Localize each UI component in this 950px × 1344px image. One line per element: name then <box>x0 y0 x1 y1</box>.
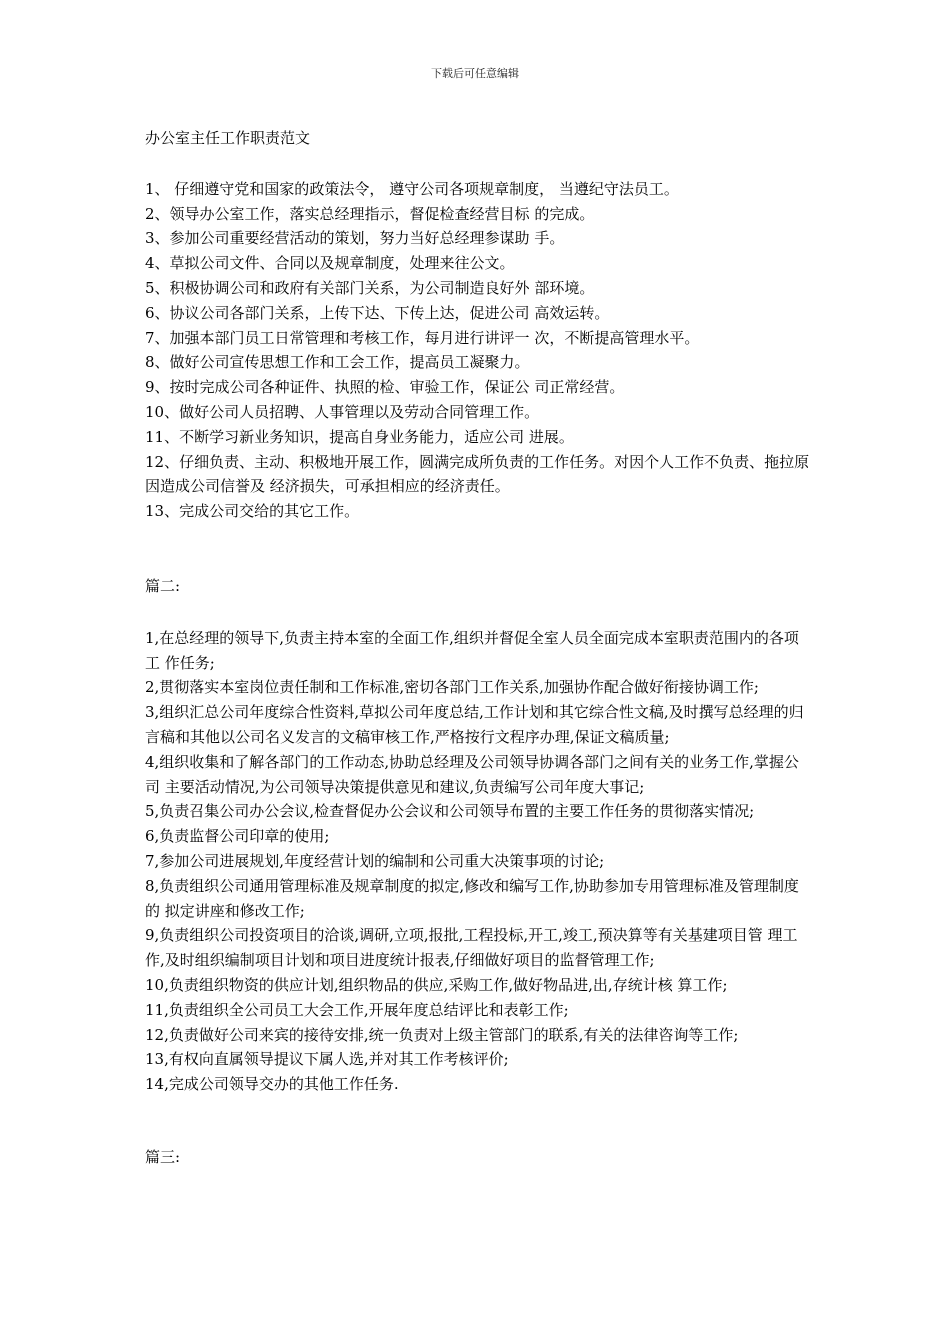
list-item: 1、 仔细遵守党和国家的政策法令， 遵守公司各项规章制度， 当遵纪守法员工。 <box>145 179 679 198</box>
list-item: 13、完成公司交给的其它工作。 <box>145 502 360 521</box>
list-item: 4、草拟公司文件、合同以及规章制度，处理来往公文。 <box>145 254 515 273</box>
list-item: 13,有权向直属领导提议下属人选,并对其工作考核评价; <box>145 1050 509 1069</box>
list-item: 2,贯彻落实本室岗位责任制和工作标准,密切各部门工作关系,加强协作配合做好衔接协调工作; <box>145 678 759 697</box>
list-item: 4,组织收集和了解各部门的工作动态,协助总经理及公司领导协调各部门之间有关的业务工作,掌握公司 主要活动情况,为公司领导决策提供意见和建议,负责编写公司年度大事记; <box>145 752 799 796</box>
list-item: 10、做好公司人员招聘、人事管理以及劳动合同管理工作。 <box>145 402 540 421</box>
list-item: 5、积极协调公司和政府有关部门关系，为公司制造良好外 部环境。 <box>145 278 595 297</box>
list-item: 2、领导办公室工作，落实总经理指示，督促检查经营目标 的完成。 <box>145 204 595 223</box>
section2-list <box>145 626 810 1097</box>
section3-heading: 篇三: <box>145 1147 181 1166</box>
list-item: 11,负责组织全公司员工大会工作,开展年度总结评比和表彰工作; <box>145 1000 569 1019</box>
document-title: 办公室主任工作职责范文 <box>145 129 311 147</box>
list-item: 3,组织汇总公司年度综合性资料,草拟公司年度总结,工作计划和其它综合性文稿,及时撰写总经理的归 言稿和其他以公司名义发言的文稿审核工作,严格按行文程序办理,保证文稿质量; <box>145 703 804 746</box>
section2-heading: 篇二: <box>145 576 181 595</box>
list-item: 5,负责召集公司办公会议,检查督促办公会议和公司领导布置的主要工作任务的贯彻落实情况; <box>145 802 755 821</box>
list-item: 3、参加公司重要经营活动的策划，努力当好总经理参谋助 手。 <box>145 229 565 248</box>
document-body <box>145 126 810 1170</box>
list-item: 11、不断学习新业务知识，提高自身业务能力，适应公司 进展。 <box>145 427 574 446</box>
list-item: 8,负责组织公司通用管理标准及规章制度的拟定,修改和编写工作,协助参加专用管理标准及管理制度的 拟定讲座和修改工作; <box>145 876 799 920</box>
list-item: 6、协议公司各部门关系，上传下达、下传上达，促进公司 高效运转。 <box>145 303 610 322</box>
list-item: 8、做好公司宣传思想工作和工会工作，提高员工凝聚力。 <box>145 353 530 372</box>
list-item: 12、仔细负责、主动、积极地开展工作，圆满完成所负责的工作任务。对因个人工作不负责、拖拉原因造成公司信誉及 经济损失，可承担相应的经济责任。 <box>145 452 810 496</box>
list-item: 10,负责组织物资的供应计划,组织物品的供应,采购工作,做好物品进,出,存统计核 算工作; <box>145 975 728 994</box>
list-item: 12,负责做好公司来宾的接待安排,统一负责对上级主管部门的联系,有关的法律咨询等工作; <box>145 1025 739 1044</box>
list-item: 7,参加公司进展规划,年度经营计划的编制和公司重大决策事项的讨论; <box>145 851 605 870</box>
section1-list <box>145 177 810 524</box>
list-item: 9、按时完成公司各种证件、执照的检、审验工作，保证公 司正常经营。 <box>145 378 625 397</box>
list-item: 14,完成公司领导交办的其他工作任务. <box>145 1075 399 1094</box>
list-item: 6,负责监督公司印章的使用; <box>145 827 330 846</box>
list-item: 1,在总经理的领导下,负责主持本室的全面工作,组织并督促全室人员全面完成本室职责范围内的各项工 作任务; <box>145 628 799 672</box>
list-item: 9,负责组织公司投资项目的洽谈,调研,立项,报批,工程投标,开工,竣工,预决算等有关基建项目管 理工作,及时组织编制项目计划和项目进度统计报表,仔细做好项目的监督管理工作; <box>145 926 798 970</box>
header-note: 下载后可任意编辑 <box>431 67 519 80</box>
list-item: 7、加强本部门员工日常管理和考核工作，每月进行讲评一 次，不断提高管理水平。 <box>145 328 700 347</box>
